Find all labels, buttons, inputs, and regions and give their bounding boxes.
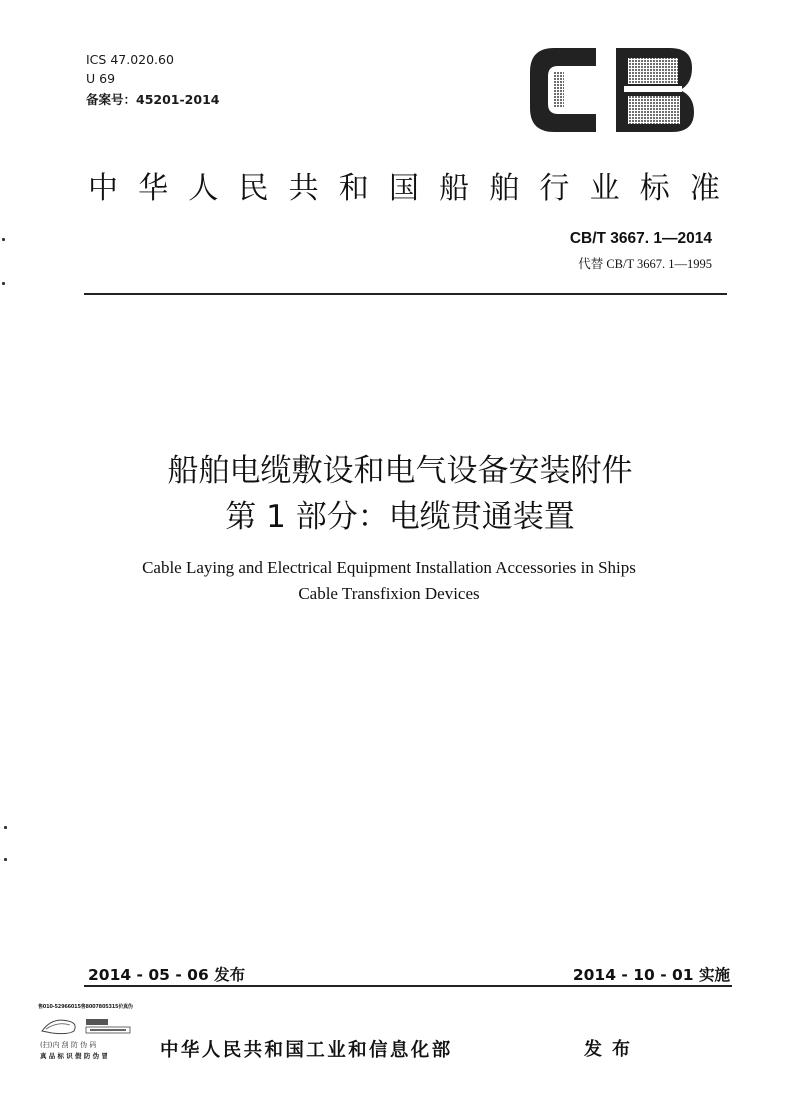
- standard-code: CB/T 3667. 1—2014: [569, 230, 712, 247]
- scan-mark: [4, 858, 7, 861]
- record-number: 备案号：45201-2014: [86, 92, 220, 107]
- ccs-code: U 69: [86, 71, 116, 86]
- stamp-hotline: 售010-52966015售8007805315价真伪: [38, 1004, 133, 1010]
- category-char: 行: [539, 171, 570, 206]
- category-char: 业: [589, 171, 620, 206]
- cb-logo: [524, 42, 698, 138]
- category-char: 和: [338, 171, 369, 206]
- footer-divider: [84, 985, 732, 987]
- standard-category-title: [88, 163, 720, 207]
- stamp-code-label: (扫)内 刮 防 伪 码: [40, 1041, 97, 1049]
- title-cn-line1: 船舶电缆敷设和电气设备安装附件: [167, 453, 633, 489]
- category-char: 国: [388, 171, 419, 206]
- category-char: 人: [188, 171, 219, 206]
- scan-mark: [4, 826, 7, 829]
- scan-mark: [2, 282, 5, 285]
- category-char: 船: [439, 171, 470, 206]
- stamp-authentic-label: 真 品 标 识 假 防 伪 冒: [40, 1052, 108, 1060]
- title-cn-line2: 第 1 部分：电缆贯通装置: [225, 499, 575, 535]
- replaces-standard: 代替 CB/T 3667. 1—1995: [578, 257, 712, 271]
- title-en-line2: Cable Transfixion Devices: [298, 584, 480, 603]
- category-char: 民: [238, 171, 269, 206]
- category-char: 舶: [489, 171, 520, 206]
- category-char: 标: [639, 171, 670, 206]
- ics-code: ICS 47.020.60: [86, 52, 174, 67]
- issue-action: 发布: [584, 1039, 640, 1060]
- category-char: 中: [88, 171, 118, 206]
- publish-date: 2014 - 05 - 06 发布: [88, 966, 246, 984]
- effective-date: 2014 - 10 - 01 实施: [572, 966, 730, 984]
- category-char: 共: [288, 171, 319, 206]
- title-en-line1: Cable Laying and Electrical Equipment Installation Accessories in Ships: [142, 558, 636, 577]
- category-char: 准: [689, 171, 720, 206]
- anti-counterfeit-stamp-icon: [38, 1013, 150, 1037]
- issuing-authority: 中华人民共和国工业和信息化部: [160, 1040, 453, 1061]
- category-char: 华: [138, 171, 169, 206]
- header-divider: [84, 293, 727, 295]
- scan-mark: [2, 238, 5, 241]
